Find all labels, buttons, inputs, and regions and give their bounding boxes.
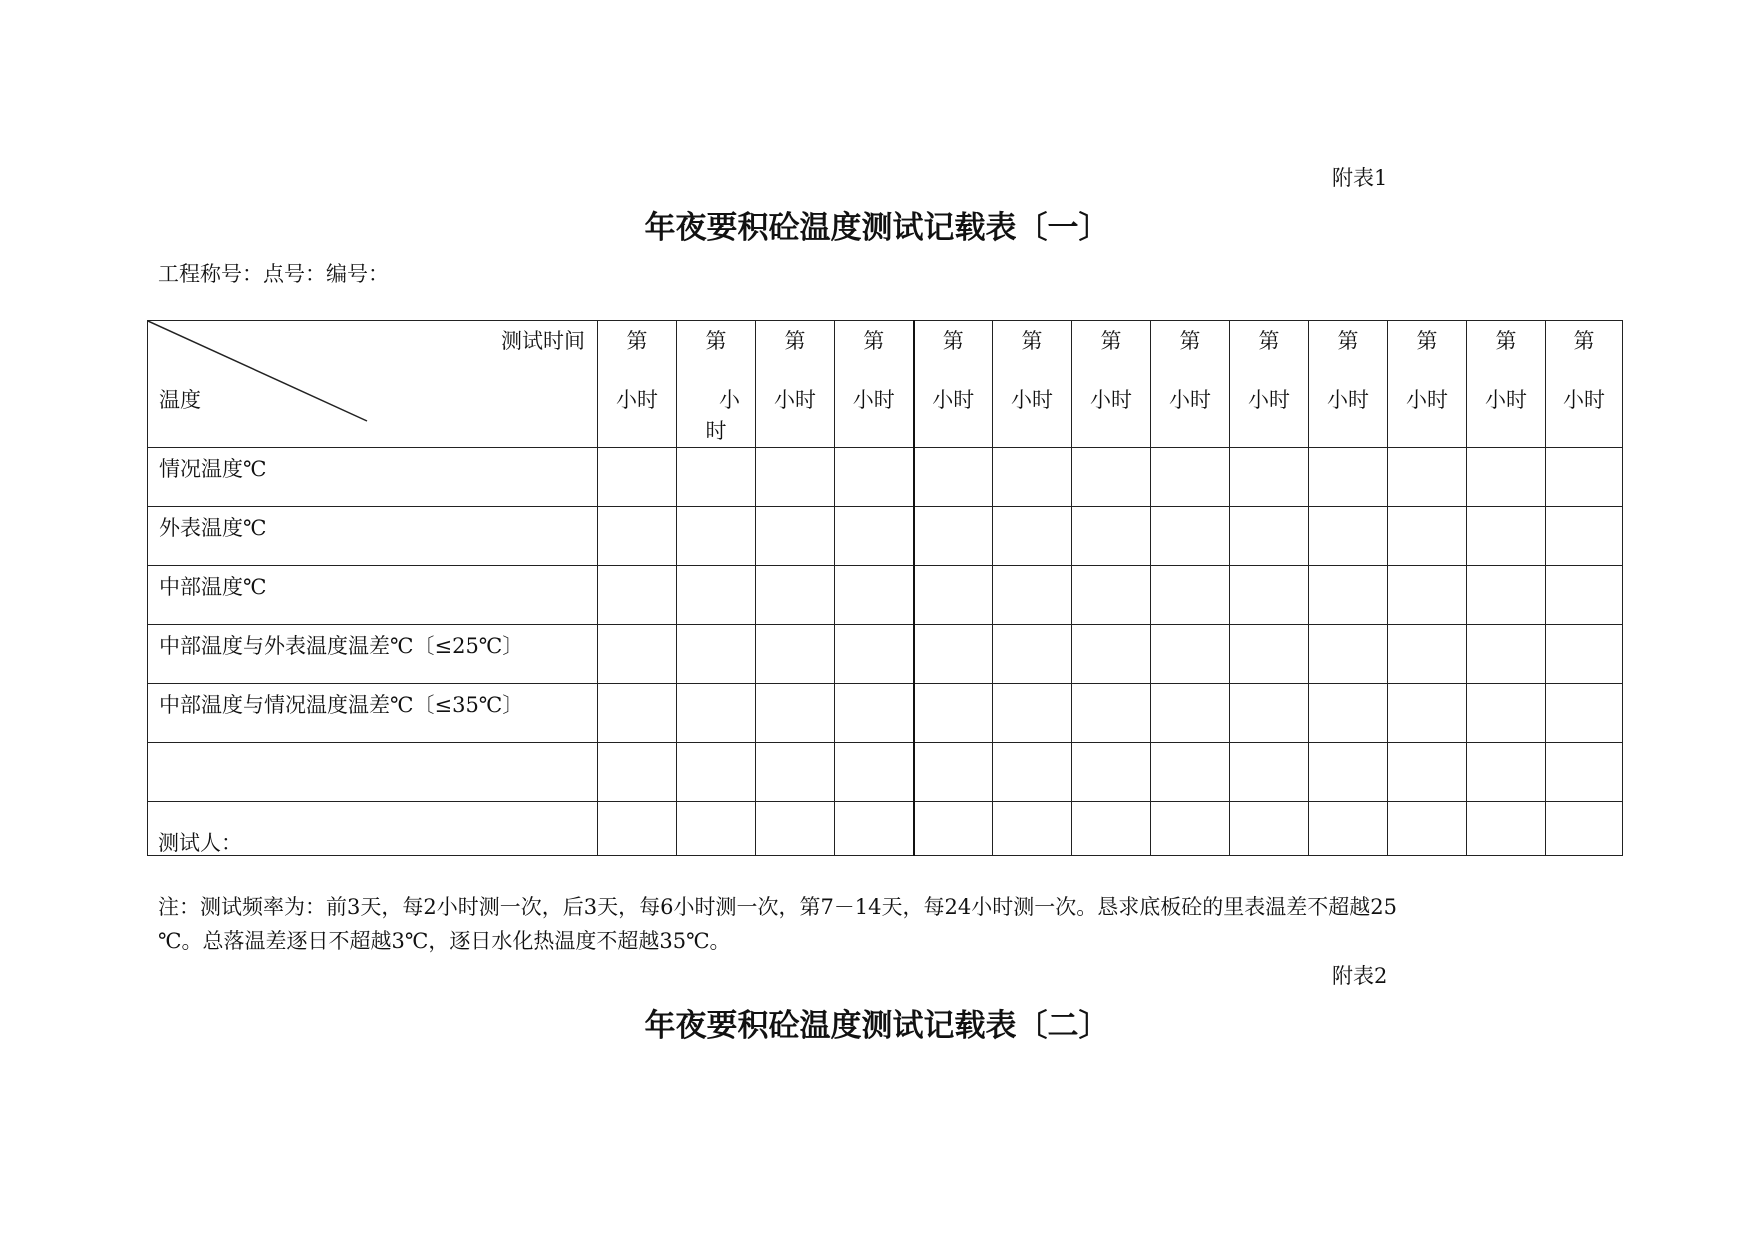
reading-cell[interactable] bbox=[993, 684, 1072, 743]
reading-cell[interactable] bbox=[914, 802, 993, 856]
reading-cell[interactable] bbox=[1467, 566, 1546, 625]
reading-cell[interactable] bbox=[598, 566, 677, 625]
reading-cell[interactable] bbox=[756, 507, 835, 566]
reading-cell[interactable] bbox=[914, 625, 993, 684]
reading-cell[interactable] bbox=[1309, 625, 1388, 684]
reading-cell[interactable] bbox=[1388, 566, 1467, 625]
reading-cell[interactable] bbox=[1309, 507, 1388, 566]
note-paragraph bbox=[158, 890, 1628, 958]
column-unit-label: 小时 bbox=[852, 388, 895, 412]
reading-cell[interactable] bbox=[993, 802, 1072, 856]
reading-cell[interactable] bbox=[914, 507, 993, 566]
column-ordinal-label: 第 bbox=[1573, 329, 1595, 353]
reading-cell[interactable] bbox=[756, 802, 835, 856]
reading-cell[interactable] bbox=[1072, 802, 1151, 856]
column-ordinal-label: 第 bbox=[863, 329, 885, 353]
column-ordinal-label: 第 bbox=[626, 329, 648, 353]
reading-cell[interactable] bbox=[993, 743, 1072, 802]
reading-cell[interactable] bbox=[1546, 684, 1623, 743]
reading-cell[interactable] bbox=[677, 684, 756, 743]
table-row bbox=[148, 684, 1623, 743]
row-label: 情况温度℃ bbox=[148, 448, 598, 507]
reading-cell[interactable] bbox=[1230, 566, 1309, 625]
column-unit-label: 小时 bbox=[1327, 388, 1369, 412]
reading-cell[interactable] bbox=[1309, 684, 1388, 743]
reading-cell[interactable] bbox=[993, 448, 1072, 507]
reading-cell[interactable] bbox=[677, 566, 756, 625]
diagonal-header-cell bbox=[148, 321, 598, 448]
reading-cell[interactable] bbox=[835, 507, 914, 566]
reading-cell[interactable] bbox=[914, 743, 993, 802]
appendix-label-1: 附表1 bbox=[1332, 166, 1388, 190]
reading-cell[interactable] bbox=[1072, 684, 1151, 743]
reading-cell[interactable] bbox=[1230, 448, 1309, 507]
reading-cell[interactable] bbox=[1546, 507, 1623, 566]
reading-cell[interactable] bbox=[1388, 802, 1467, 856]
reading-cell[interactable] bbox=[1309, 566, 1388, 625]
reading-cell[interactable] bbox=[993, 566, 1072, 625]
time-column-header bbox=[598, 321, 677, 448]
reading-cell[interactable] bbox=[1467, 684, 1546, 743]
reading-cell[interactable] bbox=[1309, 743, 1388, 802]
column-unit-label: 小时 bbox=[1090, 388, 1132, 412]
reading-cell[interactable] bbox=[1230, 625, 1309, 684]
reading-cell[interactable] bbox=[756, 743, 835, 802]
reading-cell[interactable] bbox=[677, 448, 756, 507]
reading-cell[interactable] bbox=[756, 448, 835, 507]
time-column-header bbox=[677, 321, 756, 448]
reading-cell[interactable] bbox=[1151, 566, 1230, 625]
reading-cell[interactable] bbox=[1546, 743, 1623, 802]
reading-cell[interactable] bbox=[1151, 684, 1230, 743]
table-row bbox=[148, 448, 1623, 507]
time-column-header bbox=[756, 321, 835, 448]
reading-cell[interactable] bbox=[1546, 448, 1623, 507]
reading-cell[interactable] bbox=[598, 507, 677, 566]
reading-cell[interactable] bbox=[1151, 448, 1230, 507]
reading-cell[interactable] bbox=[1230, 507, 1309, 566]
reading-cell[interactable] bbox=[1388, 507, 1467, 566]
tester-line: 测试人： bbox=[158, 831, 242, 855]
column-ordinal-label: 第 bbox=[1258, 329, 1280, 353]
row-label: 中部温度与外表温度温差℃〔≤25℃〕 bbox=[148, 625, 598, 684]
reading-cell[interactable] bbox=[1230, 802, 1309, 856]
column-ordinal-label: 第 bbox=[1100, 329, 1122, 353]
reading-cell[interactable] bbox=[1467, 448, 1546, 507]
reading-cell[interactable] bbox=[1388, 625, 1467, 684]
column-unit-label: 小时 bbox=[1406, 388, 1448, 412]
time-column-header bbox=[1151, 321, 1230, 448]
row-label: 中部温度℃ bbox=[148, 566, 598, 625]
reading-cell[interactable] bbox=[1467, 743, 1546, 802]
time-column-header bbox=[1230, 321, 1309, 448]
column-unit-label: 小时 bbox=[1011, 388, 1053, 412]
reading-cell[interactable] bbox=[835, 802, 914, 856]
reading-cell[interactable] bbox=[598, 802, 677, 856]
reading-cell[interactable] bbox=[1072, 625, 1151, 684]
project-info-line: 工程称号：点号：编号： bbox=[158, 262, 389, 286]
reading-cell[interactable] bbox=[1072, 743, 1151, 802]
row-label: 中部温度与情况温度温差℃〔≤35℃〕 bbox=[148, 684, 598, 743]
time-column-header bbox=[1072, 321, 1151, 448]
table-row bbox=[148, 743, 1623, 802]
note-line-2: ℃。总落温差逐日不超越3℃，逐日水化热温度不超越35℃。 bbox=[158, 929, 731, 953]
reading-cell[interactable] bbox=[1072, 448, 1151, 507]
reading-cell[interactable] bbox=[914, 566, 993, 625]
time-column-header bbox=[1546, 321, 1623, 448]
reading-cell[interactable] bbox=[1151, 802, 1230, 856]
reading-cell[interactable] bbox=[1546, 566, 1623, 625]
reading-cell[interactable] bbox=[1388, 684, 1467, 743]
reading-cell[interactable] bbox=[914, 448, 993, 507]
reading-cell[interactable] bbox=[993, 507, 1072, 566]
reading-cell[interactable] bbox=[598, 743, 677, 802]
temperature-record-table bbox=[147, 320, 1623, 856]
column-ordinal-label: 第 bbox=[1337, 329, 1359, 353]
reading-cell[interactable] bbox=[1309, 448, 1388, 507]
reading-cell[interactable] bbox=[598, 684, 677, 743]
reading-cell[interactable] bbox=[1072, 507, 1151, 566]
row-label bbox=[148, 743, 598, 802]
column-unit-label: 小 bbox=[719, 388, 740, 412]
reading-cell[interactable] bbox=[1230, 684, 1309, 743]
table-row bbox=[148, 802, 1623, 856]
reading-cell[interactable] bbox=[598, 448, 677, 507]
column-ordinal-label: 第 bbox=[1495, 329, 1517, 353]
column-ordinal-label: 第 bbox=[942, 329, 964, 353]
column-unit-label: 小时 bbox=[616, 388, 658, 412]
reading-cell[interactable] bbox=[1072, 566, 1151, 625]
table-row bbox=[148, 566, 1623, 625]
reading-cell[interactable] bbox=[1151, 625, 1230, 684]
column-unit-label: 小时 bbox=[1248, 388, 1290, 412]
header-time-label: 测试时间 bbox=[501, 329, 585, 353]
column-ordinal-label: 第 bbox=[784, 329, 806, 353]
reading-cell[interactable] bbox=[914, 684, 993, 743]
reading-cell[interactable] bbox=[677, 743, 756, 802]
time-column-header bbox=[993, 321, 1072, 448]
reading-cell[interactable] bbox=[1467, 625, 1546, 684]
time-column-header bbox=[1309, 321, 1388, 448]
reading-cell[interactable] bbox=[1546, 625, 1623, 684]
reading-cell[interactable] bbox=[835, 743, 914, 802]
reading-cell[interactable] bbox=[677, 802, 756, 856]
reading-cell[interactable] bbox=[598, 625, 677, 684]
reading-cell[interactable] bbox=[756, 566, 835, 625]
table-header-row bbox=[148, 321, 1623, 448]
column-ordinal-label: 第 bbox=[705, 329, 727, 353]
time-column-header bbox=[1388, 321, 1467, 448]
header-temp-label: 温度 bbox=[159, 388, 201, 412]
column-ordinal-label: 第 bbox=[1416, 329, 1438, 353]
reading-cell[interactable] bbox=[1309, 802, 1388, 856]
time-column-header bbox=[835, 321, 914, 448]
reading-cell[interactable] bbox=[835, 684, 914, 743]
table-row bbox=[148, 625, 1623, 684]
reading-cell[interactable] bbox=[756, 625, 835, 684]
column-unit-label: 小时 bbox=[1485, 388, 1527, 412]
reading-cell[interactable] bbox=[677, 507, 756, 566]
reading-cell[interactable] bbox=[835, 625, 914, 684]
reading-cell[interactable] bbox=[1388, 448, 1467, 507]
page-title-2: 年夜要积砼温度测试记载表〔二〕 bbox=[644, 1008, 1110, 1044]
reading-cell[interactable] bbox=[1546, 802, 1623, 856]
reading-cell[interactable] bbox=[835, 566, 914, 625]
time-column-header bbox=[1467, 321, 1546, 448]
reading-cell[interactable] bbox=[677, 625, 756, 684]
reading-cell[interactable] bbox=[1467, 507, 1546, 566]
column-ordinal-label: 第 bbox=[1179, 329, 1201, 353]
appendix-label-2: 附表2 bbox=[1332, 964, 1388, 988]
reading-cell[interactable] bbox=[993, 625, 1072, 684]
column-unit-label: 小时 bbox=[774, 388, 816, 412]
note-line-1: 注：测试频率为：前3天，每2小时测一次，后3天，每6小时测一次，第7－14天，每24小时测一次。恳求底板砼的里表温差不超越25 bbox=[158, 895, 1397, 919]
reading-cell[interactable] bbox=[1467, 802, 1546, 856]
reading-cell[interactable] bbox=[835, 448, 914, 507]
column-ordinal-label: 第 bbox=[1021, 329, 1043, 353]
column-unit-label: 小时 bbox=[1169, 388, 1211, 412]
reading-cell[interactable] bbox=[1151, 507, 1230, 566]
column-unit-label: 时 bbox=[705, 419, 727, 443]
time-column-header bbox=[914, 321, 993, 448]
reading-cell[interactable] bbox=[1230, 743, 1309, 802]
reading-cell[interactable] bbox=[1388, 743, 1467, 802]
column-unit-label: 小时 bbox=[932, 388, 975, 412]
column-unit-label: 小时 bbox=[1563, 388, 1605, 412]
page-title-1: 年夜要积砼温度测试记载表〔一〕 bbox=[644, 210, 1110, 246]
table-row bbox=[148, 507, 1623, 566]
reading-cell[interactable] bbox=[756, 684, 835, 743]
reading-cell[interactable] bbox=[1151, 743, 1230, 802]
row-label: 外表温度℃ bbox=[148, 507, 598, 566]
